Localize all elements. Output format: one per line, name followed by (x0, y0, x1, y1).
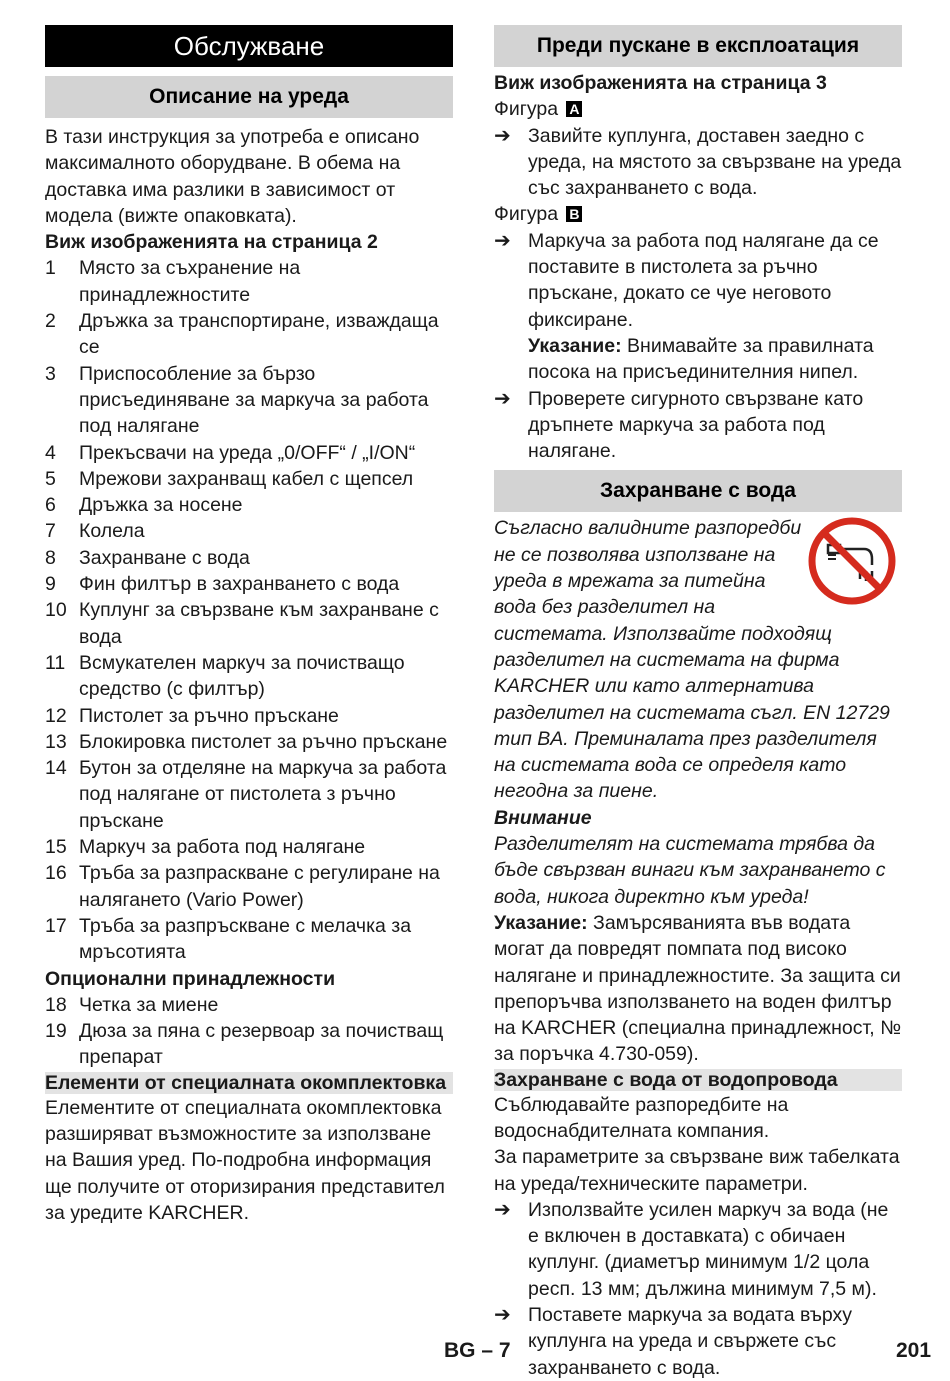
item-text: Четка за миене (79, 993, 219, 1016)
step-text: Използвайте усилен маркуч за вода (не е включен в доставката) с обичаен куплунг. (диаметър минимум 1/2 цола респ. 13 мм; дължина минимум 7,5 м). (528, 1198, 889, 1300)
list-item (45, 518, 453, 544)
figure-word: Фигура (494, 98, 559, 121)
item-text: Тръба за разпраскване с регулиране на налягането (Vario Power) (79, 862, 440, 911)
list-item (45, 834, 453, 860)
step-text: Проверете сигурното свързване като дръпнете маркуча за работа под налягане. (528, 387, 864, 463)
list-item (45, 755, 453, 834)
see-pictures-heading: Виж изображенията на страница 2 (45, 231, 378, 254)
item-number: 5 (45, 467, 56, 490)
item-number: 8 (45, 546, 56, 569)
item-number: 15 (45, 836, 67, 859)
list-item (45, 729, 453, 755)
main-title: Обслужване (45, 25, 453, 67)
step-attach-coupling (494, 123, 902, 202)
item-text: Прекъсвачи на уреда „0/OFF“ / „I/ON“ (79, 441, 416, 464)
item-number: 6 (45, 494, 56, 517)
list-item (45, 992, 453, 1018)
item-text: Куплунг за свързване към захранване с вода (79, 599, 439, 648)
item-text: Всмукателен маркуч за почистващо средство (с филтър) (79, 651, 405, 701)
item-number: 1 (45, 257, 56, 280)
step-insert-hose-text: Маркуча за работа под налягане да се поставите в пистолета за ръчно пръскане, докато се чуе неговото фиксиране. (528, 229, 879, 331)
item-number: 13 (45, 730, 67, 753)
arrow-right-icon: ➔ (494, 387, 511, 410)
special-equipment-heading: Елементи от специалната окомплектовка (45, 1072, 453, 1094)
list-item (45, 703, 453, 729)
intro-paragraph: В тази инструкция за употреба е описано максималното оборудване. В обема на доставка има разлики в зависимост от модела (вижте опаковката). (45, 126, 420, 227)
note-paragraph (494, 910, 902, 1068)
item-text: Колела (79, 520, 145, 543)
note-label: Указание: (494, 911, 588, 934)
figure-b-label (494, 201, 902, 227)
optional-list (45, 992, 453, 1071)
section-title-device-description: Описание на уреда (45, 76, 453, 118)
item-number: 7 (45, 520, 56, 543)
item-number: 2 (45, 310, 56, 333)
item-text: Бутон за отделяне на маркуча за работа под налягане от пистолета з ръчно пръскане (79, 757, 447, 832)
item-number: 12 (45, 704, 67, 727)
mains-text-2: За параметрите за свързване виж табелката на уреда/техническите параметри. (494, 1146, 900, 1195)
mains-water-heading: Захранване с вода от водопровода (494, 1069, 902, 1091)
item-text: Място за съхранение на принадлежностите (79, 257, 301, 306)
list-item (45, 571, 453, 597)
item-text: Приспособление за бързо присъединяване за маркуча за работа под налягане (79, 362, 429, 438)
item-text: Тръба за разпръскване с мелачка за мръсотията (79, 914, 412, 964)
step-check-connection (494, 386, 902, 465)
parts-list (45, 255, 453, 965)
left-column (45, 25, 453, 1226)
list-item (45, 440, 453, 466)
step-insert-hose (494, 228, 902, 386)
item-text: Дюза за пяна с резервоар за почистващ препарат (79, 1020, 444, 1069)
list-item (45, 308, 453, 361)
special-equipment-text: Елементите от специалната окомплектовка разширяват възможностите за използване на Вашия уред. По-подробна информация ще получите от оторизирания представител за уредите KARCHER. (45, 1096, 445, 1224)
step-use-hose (494, 1197, 902, 1302)
item-number: 18 (45, 993, 67, 1016)
arrow-right-icon: ➔ (494, 124, 511, 147)
note-text: Внимавайте за правилната посока на присъединителния нипел. (528, 334, 874, 384)
item-text: Мрежови захранващ кабел с щепсел (79, 467, 414, 490)
item-number: 17 (45, 914, 67, 937)
item-number: 4 (45, 441, 56, 464)
item-number: 3 (45, 362, 56, 385)
list-item (45, 466, 453, 492)
no-drinking-water-tap-icon (806, 515, 902, 611)
arrow-right-icon: ➔ (494, 229, 511, 252)
step-text (528, 228, 902, 386)
item-number: 19 (45, 1020, 67, 1043)
list-item (45, 913, 453, 966)
right-column (494, 25, 902, 1381)
step-connect-hose (494, 1302, 902, 1381)
list-item (45, 361, 453, 440)
item-number: 9 (45, 573, 56, 596)
item-number: 11 (45, 651, 66, 674)
item-number: 16 (45, 862, 67, 885)
mains-text-1: Съблюдавайте разпоредбите на водоснабдителната компания. (494, 1093, 789, 1142)
list-item (45, 255, 453, 308)
drinking-water-warning (494, 515, 902, 804)
section-title-water-supply: Захранване с вода (494, 470, 902, 512)
item-number: 14 (45, 757, 67, 780)
item-text: Дръжка за носене (79, 494, 243, 517)
note-text: Замърсяванията във водата могат да повредят помпата под високо налягане и принадлежностите. За защита си препоръчва използването на воден филтър на KARCHER (специална принадлежност, № за поръчка 4.730-059). (494, 911, 901, 1066)
figure-b-box: B (566, 206, 582, 222)
figure-a-label (494, 96, 902, 122)
footer-page-number: 201 (896, 1339, 932, 1362)
note-label: Указание: (528, 334, 622, 357)
item-text: Фин филтър в захранването с вода (79, 573, 400, 596)
figure-a-box: A (566, 101, 582, 117)
list-item (45, 1018, 453, 1071)
list-item (45, 545, 453, 571)
drinking-water-warning-text: Съгласно валидните разпоредби не се позволява използване на уреда в мрежата за питейна вода без разделител на системата. Използвайте подходящ разделител на системата на фирма KARCHER или като алтернатива разделител на системата съгл. EN 12729 тип BA. Преминалата през разделителя на системата вода се определя като негодна за пиене. (494, 517, 890, 803)
attention-label: Внимание (494, 806, 592, 829)
attention-text: Разделителят на системата трябва да бъде свързван винаги към захранването с вода, никога директно към уреда! (494, 833, 886, 908)
list-item (45, 492, 453, 518)
figure-word: Фигура (494, 203, 559, 226)
item-text: Дръжка за транспортиране, изваждаща се (79, 310, 439, 359)
item-text: Пистолет за ръчно пръскане (79, 704, 339, 727)
step-text: Завийте куплунга, доставен заедно с уреда, на мястото за свързване на уреда със захранването с вода. (528, 124, 902, 200)
footer-language-code: BG – 7 (444, 1339, 511, 1362)
arrow-right-icon: ➔ (494, 1304, 511, 1327)
item-text: Блокировка пистолет за ръчно пръскане (79, 730, 448, 753)
item-text: Маркуч за работа под налягане (79, 836, 366, 859)
list-item (45, 860, 453, 913)
section-title-before-startup: Преди пускане в експлоатация (494, 25, 902, 67)
list-item (45, 597, 453, 650)
item-number: 10 (45, 599, 67, 622)
optional-accessories-heading: Опционални принадлежности (45, 967, 336, 990)
list-item (45, 650, 453, 703)
arrow-right-icon: ➔ (494, 1198, 511, 1221)
item-text: Захранване с вода (79, 546, 250, 569)
step-text: Поставете маркуча за водата върху куплунга на уреда и свържете със захранването с вода. (528, 1304, 853, 1379)
see-pictures-heading-right: Виж изображенията на страница 3 (494, 72, 827, 94)
